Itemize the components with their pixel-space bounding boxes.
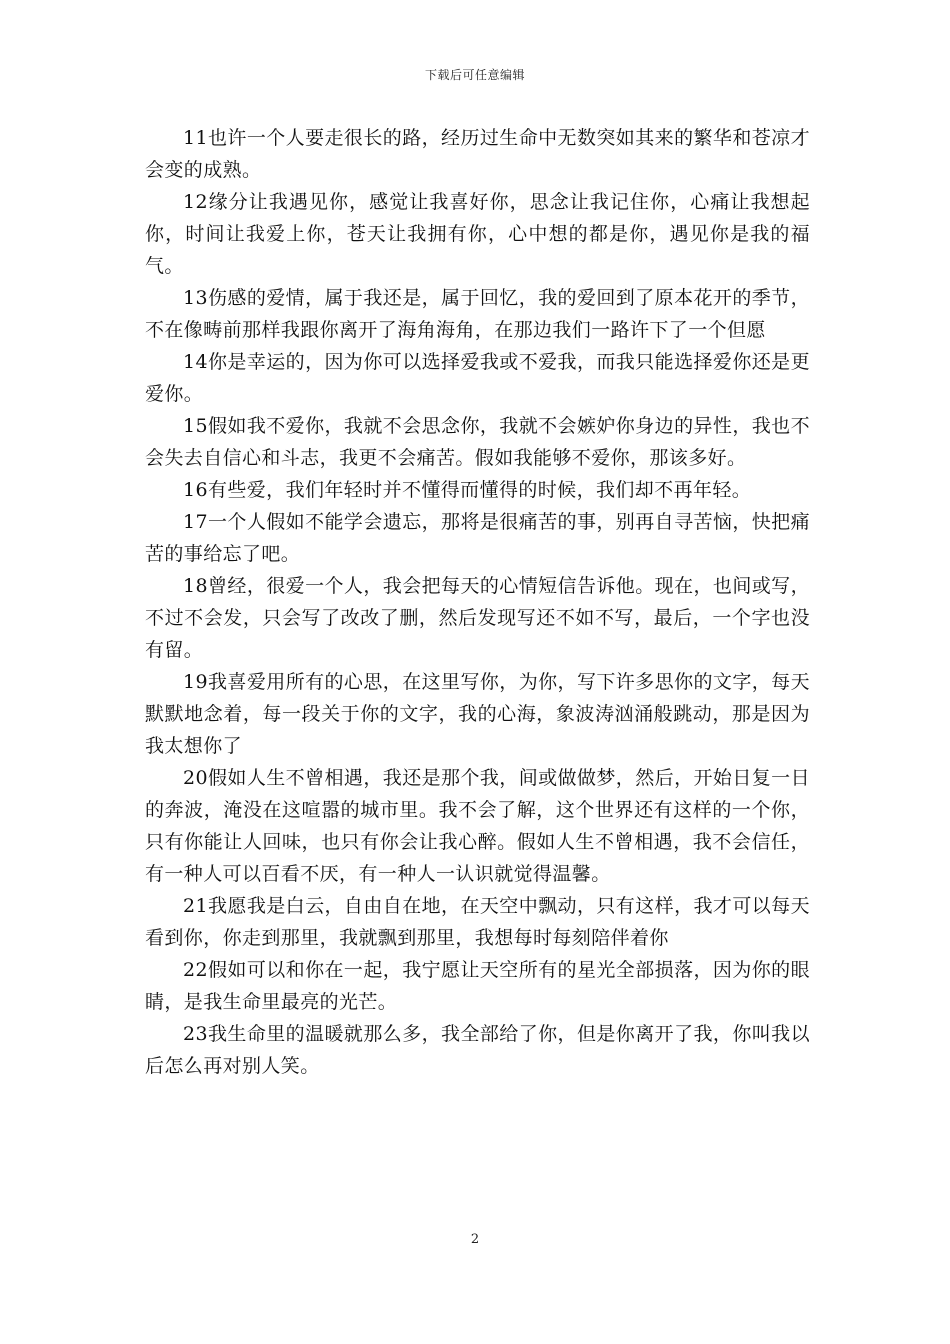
paragraph-20: 20假如人生不曾相遇，我还是那个我，间或做做梦，然后，开始日复一日的奔波，淹没在这喧嚣的城市里。我不会了解，这个世界还有这样的一个你，只有你能让人回味，也只有你会让我心醉。假如人生不曾相遇，我不会信任，有一种人可以百看不厌，有一种人一认识就觉得温馨。 xyxy=(145,767,810,885)
paragraph-12: 12缘分让我遇见你，感觉让我喜好你，思念让我记住你，心痛让我想起你，时间让我爱上你，苍天让我拥有你，心中想的都是你，遇见你是我的福气。 xyxy=(145,191,810,277)
paragraph-23: 23我生命里的温暖就那么多，我全部给了你，但是你离开了我，你叫我以后怎么再对别人笑。 xyxy=(145,1023,810,1077)
page-number: 2 xyxy=(470,1232,480,1247)
document-body xyxy=(145,122,810,1082)
paragraph-11: 11也许一个人要走很长的路，经历过生命中无数突如其来的繁华和苍凉才会变的成熟。 xyxy=(145,127,810,181)
paragraph-14: 14你是幸运的，因为你可以选择爱我或不爱我，而我只能选择爱你还是更爱你。 xyxy=(145,351,810,405)
page-header: 下载后可任意编辑 xyxy=(424,68,525,82)
paragraph-19: 19我喜爱用所有的心思，在这里写你，为你，写下许多思你的文字，每天默默地念着，每一段关于你的文字，我的心海，象波涛汹涌般跳动，那是因为我太想你了 xyxy=(145,671,810,757)
paragraph-21: 21我愿我是白云，自由自在地，在天空中飘动，只有这样，我才可以每天看到你，你走到那里，我就飘到那里，我想每时每刻陪伴着你 xyxy=(145,895,810,949)
paragraph-18: 18曾经，很爱一个人，我会把每天的心情短信告诉他。现在，也间或写，不过不会发，只会写了改改了删，然后发现写还不如不写，最后，一个字也没有留。 xyxy=(145,575,810,661)
paragraph-17: 17一个人假如不能学会遗忘，那将是很痛苦的事，别再自寻苦恼，快把痛苦的事给忘了吧。 xyxy=(145,511,810,565)
paragraph-16: 16有些爱，我们年轻时并不懂得而懂得的时候，我们却不再年轻。 xyxy=(183,479,752,501)
paragraph-15: 15假如我不爱你，我就不会思念你，我就不会嫉妒你身边的异性，我也不会失去自信心和斗志，我更不会痛苦。假如我能够不爱你，那该多好。 xyxy=(145,415,810,469)
paragraph-13: 13伤感的爱情，属于我还是，属于回忆，我的爱回到了原本花开的季节，不在像畴前那样我跟你离开了海角海角，在那边我们一路许下了一个但愿 xyxy=(145,287,810,341)
paragraph-22: 22假如可以和你在一起，我宁愿让天空所有的星光全部损落，因为你的眼睛，是我生命里最亮的光芒。 xyxy=(145,959,810,1013)
